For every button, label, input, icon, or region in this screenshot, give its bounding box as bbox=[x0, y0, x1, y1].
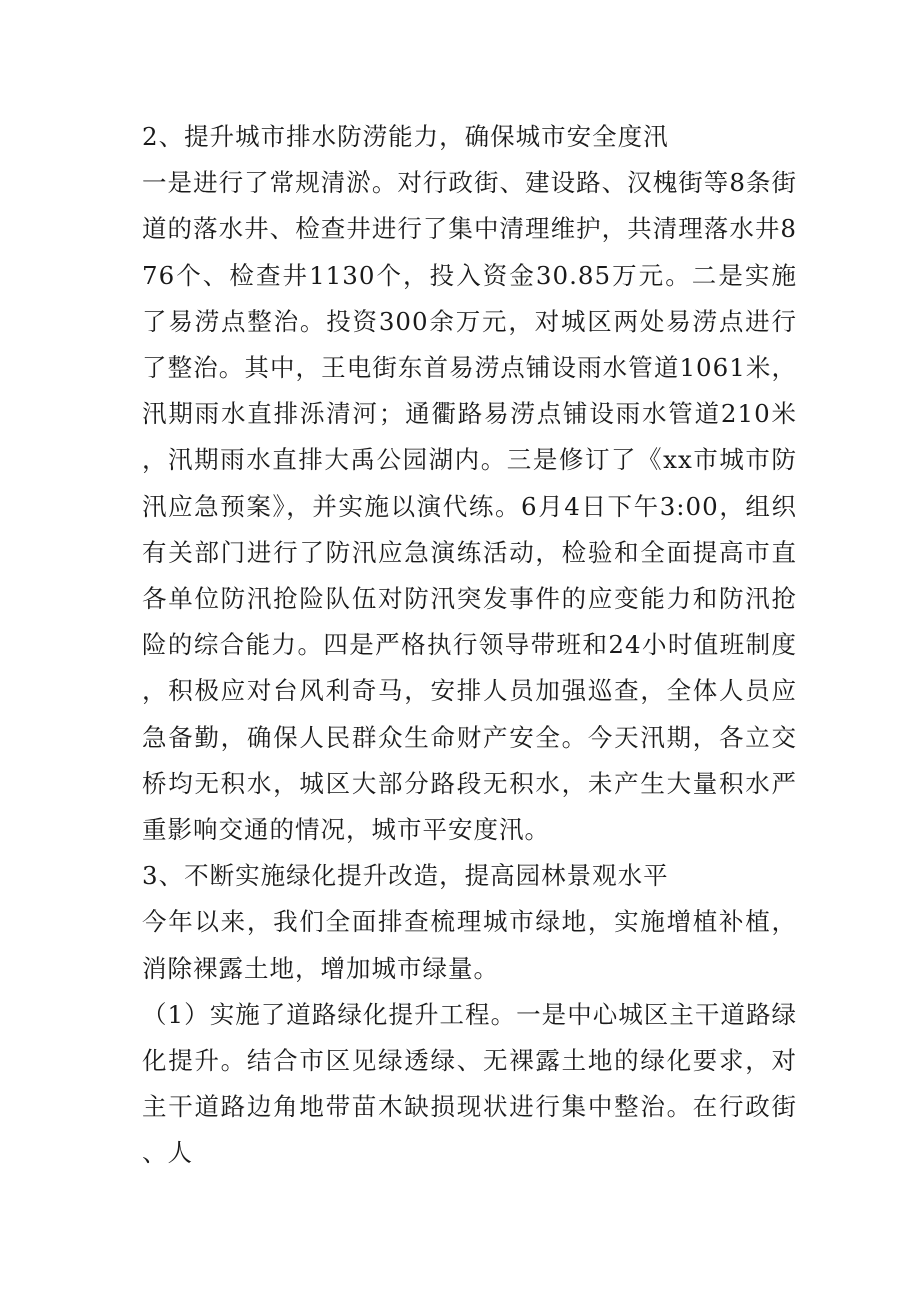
paragraph-drainage: 一是进行了常规清淤。对行政街、建设路、汉槐街等8条街道的落水井、检查井进行了集中清理维护，共清理落水井876个、检查井1130个，投入资金30.85万元。二是实施了易涝点整治。投资300余万元，对城区两处易涝点进行了整治。其中，王电街东首易涝点铺设雨水管道1061米，汛期雨水直排泺清河；通衢路易涝点铺设雨水管道210米，汛期雨水直排大禹公园湖内。三是修订了《xx市城市防汛应急预案》，并实施以演代练。6月4日下午3:00，组织有关部门进行了防汛应急演练活动，检验和全面提高市直各单位防汛抢险队伍对防汛突发事件的应变能力和防汛抢险的综合能力。四是严格执行领导带班和24小时值班制度，积极应对台风利奇马，安排人员加强巡查，全体人员应急备勤，确保人民群众生命财产安全。今天汛期，各立交桥均无积水，城区大部分路段无积水，未产生大量积水严重影响交通的情况，城市平安度汛。 bbox=[142, 168, 797, 845]
section-heading-2: 2、提升城市排水防涝能力，确保城市安全度汛 bbox=[142, 122, 669, 151]
document-body bbox=[142, 114, 797, 1177]
section-heading-3: 3、不断实施绿化提升改造，提高园林景观水平 bbox=[142, 861, 669, 891]
paragraph-greening-intro: 今年以来，我们全面排查梳理城市绿地，实施增植补植，消除裸露土地，增加城市绿量。 bbox=[142, 907, 797, 983]
paragraph-road-greening: （1）实施了道路绿化提升工程。一是中心城区主干道路绿化提升。结合市区见绿透绿、无裸露土地的绿化要求，对主干道路边角地带苗木缺损现状进行集中整治。在行政街、人 bbox=[142, 999, 797, 1168]
